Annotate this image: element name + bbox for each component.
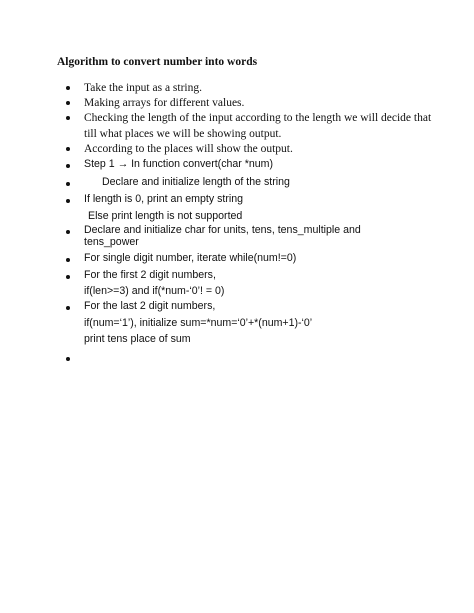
bullet-9: [66, 258, 70, 262]
bullet-1: [66, 86, 70, 90]
bullet-4: [66, 147, 70, 151]
line-step-1: Step 1 → In function convert(char *num): [84, 158, 274, 170]
line-if-length-zero: If length is 0, print an empty string: [84, 193, 243, 205]
line-declare-char: Declare and initialize char for units, tens, tens_multiple and: [84, 224, 361, 236]
line-first-two-digit: For the first 2 digit numbers,: [84, 269, 216, 281]
line-checking-length: Checking the length of the input according to the length we will decide that: [84, 112, 432, 124]
bullet-5: [66, 164, 70, 168]
line-checking-length-cont: till what places we will be showing output.: [84, 128, 282, 140]
bullet-11: [66, 306, 70, 310]
document-title: Algorithm to convert number into words: [57, 56, 258, 68]
line-according-places: According to the places will show the output.: [84, 143, 293, 155]
bullet-8: [66, 230, 70, 234]
line-else-print: Else print length is not supported: [88, 210, 243, 222]
bullet-3: [66, 116, 70, 120]
bullet-10: [66, 275, 70, 279]
line-take-input: Take the input as a string.: [84, 82, 202, 94]
line-last-two-digit-cond: if(num=‘1’), initialize sum=*num=‘0’+*(num+1)-‘0’: [84, 317, 313, 329]
bullet-6: [66, 182, 70, 186]
line-first-two-digit-cond: if(len>=3) and if(*num-‘0’! = 0): [84, 285, 225, 297]
line-print-tens: print tens place of sum: [84, 333, 191, 345]
bullet-12-empty: [66, 357, 70, 361]
line-single-digit: For single digit number, iterate while(num!=0): [84, 252, 297, 264]
bullet-2: [66, 101, 70, 105]
line-declare-length: Declare and initialize length of the string: [102, 176, 290, 188]
bullet-7: [66, 199, 70, 203]
line-making-arrays: Making arrays for different values.: [84, 97, 245, 109]
line-last-two-digit: For the last 2 digit numbers,: [84, 300, 216, 312]
line-declare-char-cont: tens_power: [84, 236, 139, 248]
